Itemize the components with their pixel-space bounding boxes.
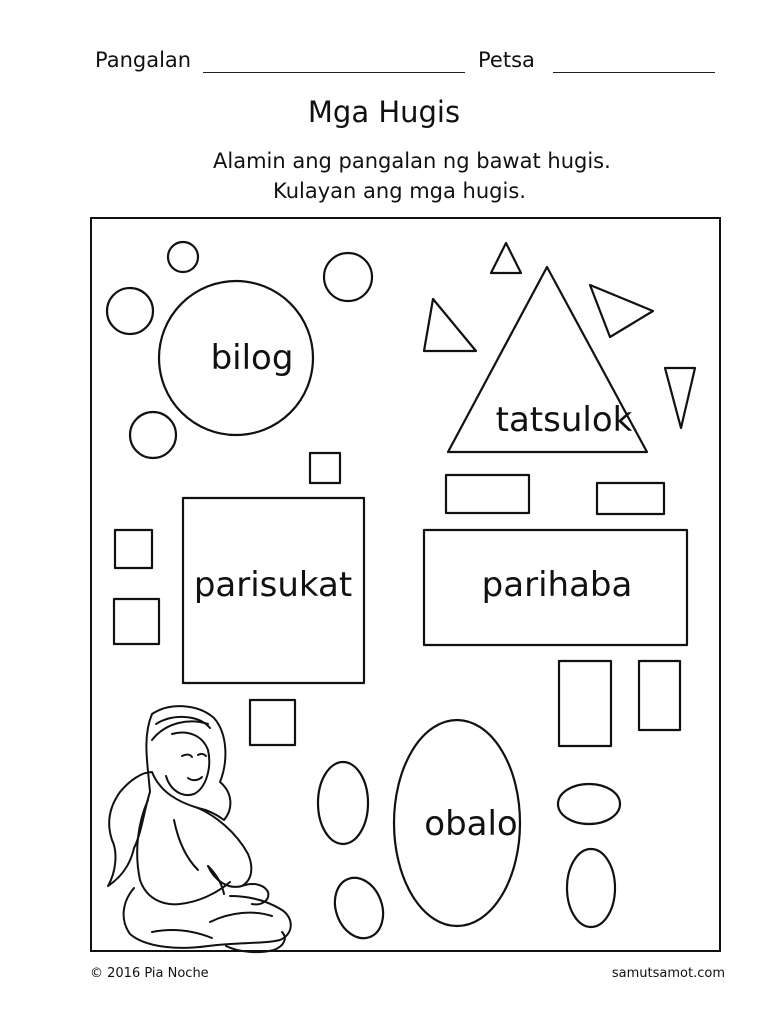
name-blank-line[interactable]	[203, 72, 465, 73]
small-circle[interactable]	[107, 288, 153, 334]
small-square[interactable]	[114, 599, 159, 644]
instruction-line-2: Kulayan ang mga hugis.	[273, 179, 526, 203]
label-triangle: tatsulok	[495, 400, 633, 440]
small-rectangle[interactable]	[639, 661, 680, 730]
name-label: Pangalan	[95, 48, 192, 72]
small-triangle[interactable]	[665, 368, 695, 428]
label-oval: obalo	[424, 804, 518, 844]
page-title: Mga Hugis	[307, 95, 461, 129]
small-circle[interactable]	[324, 253, 372, 301]
date-blank-line[interactable]	[553, 72, 715, 73]
small-rectangle[interactable]	[597, 483, 664, 514]
shapes-canvas	[92, 219, 723, 954]
label-square: parisukat	[193, 565, 353, 605]
small-rectangle[interactable]	[559, 661, 611, 746]
instruction-line-1: Alamin ang pangalan ng bawat hugis.	[213, 149, 611, 173]
date-label: Petsa	[478, 48, 535, 72]
sitting-girl-illustration	[108, 706, 291, 952]
small-oval[interactable]	[318, 762, 368, 844]
small-oval[interactable]	[327, 871, 391, 945]
website-text: samutsamot.com	[611, 966, 725, 981]
label-rectangle: parihaba	[481, 565, 633, 605]
small-oval[interactable]	[567, 849, 615, 927]
small-square[interactable]	[250, 700, 295, 745]
copyright-text: © 2016 Pia Noche	[90, 966, 209, 981]
small-rectangle[interactable]	[446, 475, 529, 513]
small-circle[interactable]	[130, 412, 176, 458]
small-triangle[interactable]	[491, 243, 521, 273]
small-triangle[interactable]	[424, 299, 476, 351]
small-triangle[interactable]	[590, 285, 653, 337]
name-date-row	[95, 48, 725, 80]
small-circle[interactable]	[168, 242, 198, 272]
worksheet-frame	[90, 217, 721, 952]
small-square[interactable]	[310, 453, 340, 483]
small-square[interactable]	[115, 530, 152, 568]
label-circle: bilog	[210, 338, 294, 378]
small-oval[interactable]	[558, 784, 620, 824]
